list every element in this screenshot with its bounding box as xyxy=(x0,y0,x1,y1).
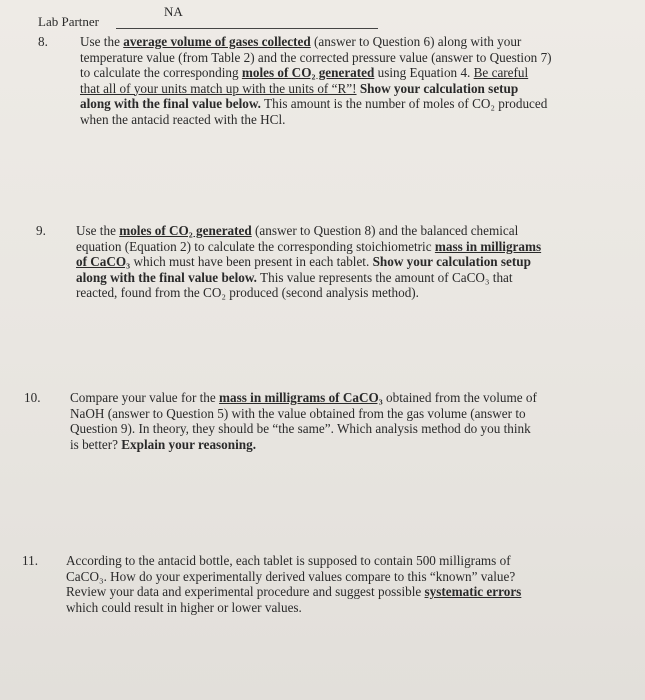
text-run: (answer to Question 8) and the balanced chemical xyxy=(251,223,519,238)
question-text-line xyxy=(70,421,531,437)
question-text-line xyxy=(70,406,526,422)
text-run: which must have been present in each tablet. xyxy=(130,254,373,269)
question-text-line xyxy=(80,50,552,66)
lab-partner-label: Lab Partner xyxy=(38,14,100,29)
text-run: CaCO₃. How do your experimentally derived values compare to this “known” value? xyxy=(66,568,516,584)
question-text-line xyxy=(66,553,511,569)
text-run: Compare your value for the xyxy=(70,390,220,405)
text-run: moles of CO₂ generated xyxy=(119,223,252,238)
text-run: which could result in higher or lower values. xyxy=(66,599,302,615)
question-text-line xyxy=(66,600,302,616)
text-run: along with the final value below. xyxy=(80,96,261,111)
text-run: This value represents the amount of CaCO₃ that xyxy=(256,269,513,285)
question-text-line xyxy=(76,254,531,270)
question-text-line xyxy=(70,390,537,406)
text-run: This amount is the number of moles of CO₂ produced xyxy=(260,96,548,111)
question-text-line xyxy=(80,34,521,50)
text-run: along with the final value below. xyxy=(76,269,257,285)
question-number: 11. xyxy=(22,553,38,568)
question-text-line xyxy=(80,65,528,81)
question-text-line xyxy=(76,239,541,255)
text-run: is better? xyxy=(70,436,122,452)
lab-partner-value: NA xyxy=(164,4,183,19)
question-text-line xyxy=(80,96,547,112)
question-text-line xyxy=(80,81,518,97)
text-run: average volume of gases collected xyxy=(123,34,311,49)
text-run: equation (Equation 2) to calculate the corresponding stoichiometric xyxy=(76,238,435,254)
text-run: of CaCO₃ xyxy=(76,254,131,269)
text-run: to calculate the corresponding xyxy=(80,65,242,80)
text-run: reacted, found from the CO₂ produced (second analysis method). xyxy=(76,285,419,300)
text-run: Use the xyxy=(76,223,120,238)
text-run: mass in milligrams xyxy=(434,238,542,254)
text-run: using Equation 4. xyxy=(374,65,474,80)
text-run: Show your calculation setup xyxy=(359,80,519,96)
text-run: mass in milligrams of CaCO₃ xyxy=(219,390,383,405)
question-number: 9. xyxy=(36,223,46,238)
lab-partner-underline xyxy=(116,28,378,29)
text-run: Be careful xyxy=(473,65,529,80)
text-run: Explain your reasoning. xyxy=(121,436,256,452)
question-text-line xyxy=(70,437,256,453)
text-run: Question 9). In theory, they should be “the same”. Which analysis method do you think xyxy=(70,421,531,436)
text-run: (answer to Question 6) along with your xyxy=(310,34,522,49)
text-run: According to the antacid bottle, each tablet is supposed to contain 500 milligrams of xyxy=(66,553,511,568)
text-run: moles of CO₂ generated xyxy=(241,65,375,80)
text-run: that all of your units match up with the units of “R”! xyxy=(80,80,357,96)
question-text-line xyxy=(66,569,515,585)
question-text-line xyxy=(76,270,513,286)
text-run: temperature value (from Table 2) and the corrected pressure value (answer to Question 7) xyxy=(80,49,552,65)
text-run: Review your data and experimental procedure and suggest possible xyxy=(66,584,425,599)
question-number: 8. xyxy=(38,34,48,49)
text-run: when the antacid reacted with the HCl. xyxy=(80,111,286,127)
text-run: obtained from the volume of xyxy=(382,390,537,405)
question-text-line xyxy=(76,223,518,239)
question-text-line xyxy=(76,285,419,301)
question-number: 10. xyxy=(24,390,41,405)
text-run: systematic errors xyxy=(424,584,522,599)
text-run: NaOH (answer to Question 5) with the value obtained from the gas volume (answer to xyxy=(70,405,526,421)
question-text-line xyxy=(66,584,521,600)
text-run: Use the xyxy=(80,34,124,49)
text-run: Show your calculation setup xyxy=(372,254,531,269)
question-text-line xyxy=(80,112,285,128)
